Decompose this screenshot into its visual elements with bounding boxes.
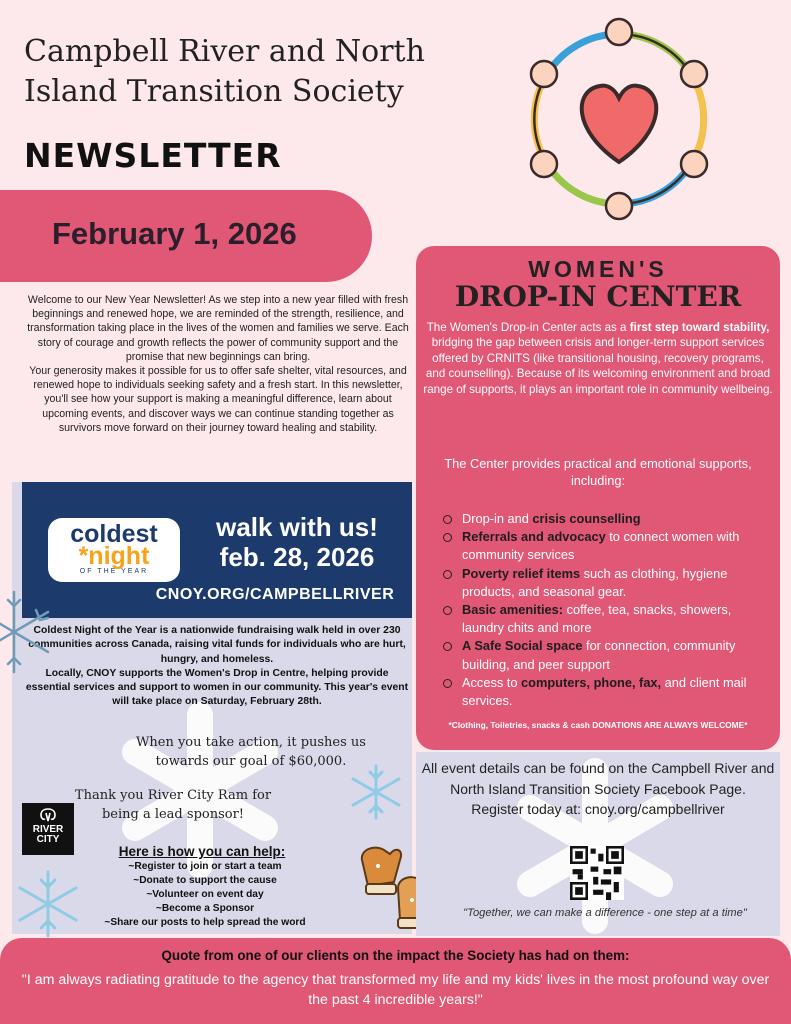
cnoy-description — [22, 624, 412, 710]
intro-paragraph-2: Your generosity makes it possible for us to offer safe shelter, vital resources, and renewed hope to individuals seeking safety and a fresh start. In this newsletter, you'll see how your support is making a meaningful difference, learn about upcoming events, and discover ways we can continue standing together as survivors move forward on their journey toward healing and stability. — [29, 365, 407, 434]
donations-note: *Clothing, Toiletries, snacks & cash DONATIONS ARE ALWAYS WELCOME* — [448, 720, 748, 730]
list-item: ~Register to join or start a team — [128, 861, 282, 872]
dropin-supports-list — [440, 510, 774, 710]
river-city-logo-line1: RIVER — [32, 824, 64, 835]
events-info — [420, 758, 776, 820]
dropin-heading-2: DROP-IN CENTER — [454, 280, 742, 313]
org-title-line1: Campbell River and North — [24, 34, 425, 69]
footer-heading: Quote from one of our clients on the impact the Society has had on them: — [161, 948, 630, 963]
qr-code-icon[interactable] — [570, 846, 624, 900]
cnoy-badge-coldest: coldest — [70, 520, 158, 548]
help-list — [70, 860, 340, 930]
cnoy-walk-text: walk with us! — [216, 512, 378, 542]
dropin-description: The Women's Drop-in Center acts as a first step toward stability, bridging the gap between crisis and longer-term support services offered by CRNITS (like transitional housing, recovery programs, and counselling). Because of its welcoming environment and broad range of supports, it plays an important role in community wellbeing. — [423, 321, 773, 396]
heart-circle-of-people-icon — [512, 12, 726, 226]
snowflake-icon — [12, 868, 84, 940]
dropin-heading-1: WOMEN'S — [528, 256, 668, 282]
newsletter-date: February 1, 2026 — [52, 216, 297, 251]
org-title — [24, 32, 494, 112]
newsletter-heading: NEWSLETTER — [24, 136, 282, 175]
river-city-logo — [22, 803, 74, 855]
events-details: All event details can be found on the Campbell River and North Island Transition Society Facebook Page. — [421, 760, 775, 797]
cnoy-badge-year: OF THE YEAR — [79, 568, 149, 575]
list-item: Basic amenities: coffee, tea, snacks, showers, laundry chits and more — [440, 601, 774, 637]
events-register[interactable]: Register today at: cnoy.org/campbellriver — [471, 801, 725, 817]
list-item: Poverty relief items such as clothing, hygiene products, and seasonal gear. — [440, 565, 774, 601]
events-quote: "Together, we can make a difference - one step at a time" — [463, 907, 747, 919]
intro-text — [22, 293, 414, 435]
ram-icon — [38, 807, 58, 823]
help-heading: Here is how you can help: — [118, 844, 286, 859]
list-item: A Safe Social space for connection, community building, and peer support — [440, 637, 774, 673]
list-item: ~Donate to support the cause — [133, 874, 277, 886]
sponsor-thanks: Thank you River City Ram for being a lead sponsor! — [74, 788, 272, 822]
cnoy-walk-date: feb. 28, 2026 — [219, 542, 375, 572]
list-item: Access to computers, phone, fax, and client mail services. — [440, 674, 774, 710]
list-item: ~Share our posts to help spread the word — [104, 916, 306, 928]
list-item: Drop-in and crisis counselling — [440, 510, 774, 528]
cnoy-badge-night: *night — [78, 542, 150, 570]
intro-paragraph-1: Welcome to our New Year Newsletter! As we step into a new year filled with fresh beginnings and renewed hope, we are reminded of the strength, resilience, and transformation taking place in the lives of the women and families we serve. Each story of courage and growth reflects the power of community support and the promise that new beginnings can bring. — [27, 294, 409, 363]
cnoy-desc-1: Coldest Night of the Year is a nationwide fundraising walk held in over 230 communities across Canada, raising vital funds for individuals who are hurt, hungry, and homeless. — [28, 625, 406, 665]
cnoy-walk-heading — [192, 512, 402, 572]
list-item: ~Become a Sponsor — [155, 902, 255, 914]
cnoy-url[interactable]: CNOY.ORG/CAMPBELLRIVER — [155, 586, 395, 603]
org-title-line2: Island Transition Society — [24, 74, 404, 109]
snowflake-icon — [0, 588, 54, 676]
cnoy-desc-2: Locally, CNOY supports the Women's Drop in Centre, helping provide essential services and support to women in our community. This year's event will take place on Saturday, February 28th. — [25, 667, 409, 708]
dropin-supports-intro: The Center provides practical and emotional supports, including: — [444, 456, 752, 488]
client-quote: "I am always radiating gratitude to the agency that transformed my life and my kids' lives in the most profound way over the past 4 incredible years!" — [21, 972, 770, 1008]
snowflake-icon — [346, 762, 406, 822]
list-item: Referrals and advocacy to connect women with community services — [440, 528, 774, 564]
river-city-logo-line2: CITY — [36, 834, 60, 845]
list-item: ~Volunteer on event day — [146, 888, 264, 900]
cnoy-goal: When you take action, it pushes us towards our goal of $60,000. — [136, 735, 366, 769]
